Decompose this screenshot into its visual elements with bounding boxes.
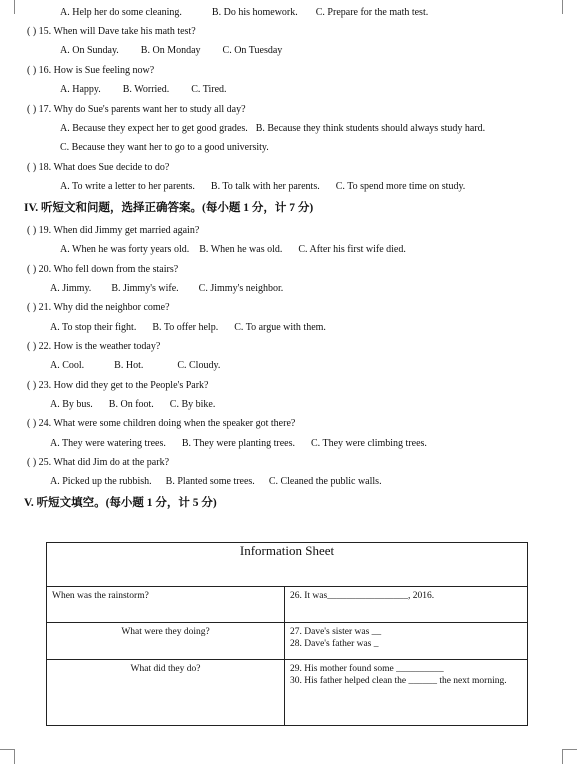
answer-option: B. To offer help. xyxy=(152,322,219,333)
question-line: ( ) 22. How is the weather today? xyxy=(27,341,161,352)
answer-option: C. Because they want her to go to a good university. xyxy=(60,142,269,153)
table-question-cell: What did they do? xyxy=(47,660,285,726)
answer-option: C. Tired. xyxy=(191,84,227,95)
options-line xyxy=(60,45,282,57)
options-line xyxy=(50,438,427,450)
crop-mark-top-left xyxy=(0,0,15,14)
information-sheet-table xyxy=(46,542,528,726)
section-heading: V. 听短文填空。(每小题 1 分，计 5 分) xyxy=(24,497,217,509)
question-line: ( ) 18. What does Sue decide to do? xyxy=(27,162,170,173)
answer-option: A. By bus. xyxy=(50,399,93,410)
question-line: ( ) 23. How did they get to the People's Park? xyxy=(27,380,209,391)
answer-line: 29. His mother found some __________ xyxy=(290,664,444,674)
section-heading: IV. 听短文和问题，选择正确答案。(每小题 1 分，计 7 分) xyxy=(24,202,314,214)
options-line xyxy=(60,84,227,96)
answer-option: C. By bike. xyxy=(169,399,216,410)
answer-option: A. When he was forty years old. xyxy=(60,244,190,255)
answer-option: C. Cleaned the public walls. xyxy=(268,476,382,487)
answer-option: C. After his first wife died. xyxy=(298,244,406,255)
question-line: ( ) 15. When will Dave take his math test? xyxy=(27,26,196,37)
table-row xyxy=(47,623,528,660)
options-line xyxy=(50,476,382,488)
answer-option: C. Jimmy's neighbor. xyxy=(198,283,284,294)
table-title: Information Sheet xyxy=(47,543,528,587)
answer-option: B. Because they think students should always study hard. xyxy=(255,123,486,134)
crop-mark-bottom-right xyxy=(562,749,577,764)
question-line: ( ) 21. Why did the neighbor come? xyxy=(27,302,170,313)
options-line xyxy=(60,181,465,193)
options-line xyxy=(60,244,406,256)
answer-option: A. Jimmy. xyxy=(50,283,92,294)
answer-option: B. On foot. xyxy=(108,399,154,410)
answer-option: B. Hot. xyxy=(114,360,144,371)
question-line: ( ) 25. What did Jim do at the park? xyxy=(27,457,170,468)
answer-option: A. Picked up the rubbish. xyxy=(50,476,152,487)
table-row xyxy=(47,660,528,726)
options-line xyxy=(50,360,220,372)
crop-mark-top-right xyxy=(562,0,577,14)
answer-option: C. To spend more time on study. xyxy=(335,181,466,192)
answer-option: B. Do his homework. xyxy=(211,7,298,18)
answer-option: A. To stop their fight. xyxy=(50,322,137,333)
crop-mark-bottom-left xyxy=(0,749,15,764)
answer-option: A. They were watering trees. xyxy=(50,438,166,449)
table-row xyxy=(47,587,528,623)
answer-option: A. Happy. xyxy=(60,84,101,95)
answer-option: B. On Monday xyxy=(140,45,201,56)
answer-line: 27. Dave's sister was __ xyxy=(290,627,382,637)
answer-line: 30. His father helped clean the ______ the next morning. xyxy=(290,676,507,686)
table-answer-cell xyxy=(285,623,528,660)
options-line xyxy=(60,123,485,135)
answer-option: B. Jimmy's wife. xyxy=(111,283,179,294)
options-line xyxy=(60,142,269,154)
question-line: ( ) 17. Why do Sue's parents want her to study all day? xyxy=(27,104,246,115)
question-line: ( ) 16. How is Sue feeling now? xyxy=(27,65,155,76)
answer-option: A. Because they expect her to get good grades. xyxy=(60,123,248,134)
answer-option: C. Cloudy. xyxy=(177,360,221,371)
table-question-cell: When was the rainstorm? xyxy=(47,587,285,623)
answer-line: 26. It was_________________, 2016. xyxy=(290,591,435,601)
options-line xyxy=(50,322,326,334)
answer-option: B. Planted some trees. xyxy=(165,476,255,487)
answer-option: B. To talk with her parents. xyxy=(210,181,320,192)
table-answer-cell xyxy=(285,587,528,623)
answer-line: 28. Dave's father was _ xyxy=(290,639,379,649)
answer-option: C. They were climbing trees. xyxy=(311,438,427,449)
answer-option: A. Help her do some cleaning. xyxy=(60,7,182,18)
question-line: ( ) 20. Who fell down from the stairs? xyxy=(27,264,179,275)
answer-option: B. Worried. xyxy=(122,84,170,95)
answer-option: B. They were planting trees. xyxy=(181,438,296,449)
answer-option: A. On Sunday. xyxy=(60,45,119,56)
options-line xyxy=(60,7,428,19)
options-line xyxy=(50,283,283,295)
question-line: ( ) 19. When did Jimmy get married again? xyxy=(27,225,200,236)
answer-option: A. To write a letter to her parents. xyxy=(60,181,195,192)
table-question-cell: What were they doing? xyxy=(47,623,285,660)
options-line xyxy=(50,399,215,411)
answer-option: B. When he was old. xyxy=(199,244,283,255)
answer-option: C. Prepare for the math test. xyxy=(315,7,429,18)
answer-option: C. On Tuesday xyxy=(222,45,283,56)
answer-option: C. To argue with them. xyxy=(234,322,326,333)
answer-option: A. Cool. xyxy=(50,360,85,371)
table-answer-cell xyxy=(285,660,528,726)
question-line: ( ) 24. What were some children doing when the speaker got there? xyxy=(27,418,296,429)
